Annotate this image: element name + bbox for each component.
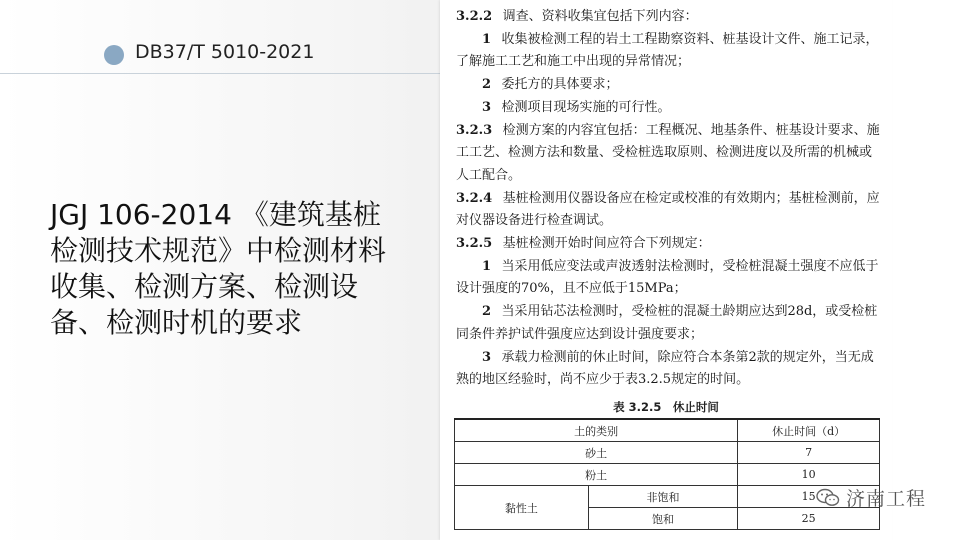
- clause-3-2-3: [456, 120, 882, 188]
- list-item: [456, 347, 882, 392]
- table-header-row: [455, 419, 880, 442]
- watermark: [816, 484, 926, 511]
- item-text: 承载力检测前的休止时间，除应符合本条第2款的规定外，当无成熟的地区经验时，尚不应少于表3.2.5规定的时间。: [456, 349, 874, 388]
- table-cell: 黏性土: [455, 486, 589, 530]
- clause-number: 3.2.2: [456, 9, 493, 24]
- item-text: 收集被检测工程的岩土工程勘察资料、桩基设计文件、施工记录，了解施工工艺和施工中出现的异常情况；: [456, 31, 879, 70]
- header-divider: [0, 73, 450, 74]
- header-bullet-dot: [104, 45, 124, 65]
- table-caption: 表 3.2.5 休止时间: [613, 400, 719, 414]
- item-number: 1: [482, 258, 492, 274]
- clause-3-2-2: [456, 6, 882, 29]
- rest-time-table: [454, 418, 880, 530]
- wechat-icon: [816, 488, 840, 508]
- clause-3-2-4: [456, 188, 882, 233]
- item-number: 2: [482, 304, 492, 320]
- list-item: [456, 29, 882, 74]
- clause-number: 3.2.4: [456, 190, 493, 206]
- table-cell: 砂土: [455, 442, 738, 464]
- clause-text: 调查、资料收集宜包括下列内容：: [502, 9, 698, 24]
- slide-title: JGJ 106-2014 《建筑基桩检测技术规范》中检测材料收集、检测方案、检测设备、检测时机的要求: [50, 198, 387, 339]
- watermark-text: 济南工程: [845, 488, 926, 510]
- table-cell: 10: [738, 464, 880, 486]
- clause-text: 检测方案的内容宜包括：工程概况、地基条件、桩基设计要求、施工工艺、检测方法和数量、受检桩选取原则、检测进度以及所需的机械或人工配合。: [456, 122, 880, 183]
- list-item: [456, 74, 882, 97]
- table-row: [455, 442, 880, 464]
- item-number: 3: [482, 349, 492, 365]
- table-header-cell: 土的类别: [455, 419, 738, 442]
- item-text: 当采用钻芯法检测时，受检桩的混凝土龄期应达到28d，或受检桩同条件养护试件强度应达到设计强度要求；: [456, 304, 878, 342]
- table-cell: 15: [738, 486, 880, 508]
- item-text: 当采用低应变法或声波透射法检测时，受检桩混凝土强度不应低于设计强度的70%，且不应低于15MPa；: [456, 258, 879, 297]
- document-code: DB37/T 5010-2021: [135, 41, 315, 63]
- table-cell: 粉土: [455, 464, 738, 486]
- item-number: 2: [482, 77, 492, 93]
- list-item: [456, 97, 882, 120]
- list-item: [456, 301, 882, 346]
- document-page-image: [440, 0, 892, 540]
- left-panel: [0, 0, 450, 540]
- table-cell: 非饱和: [588, 486, 738, 508]
- clause-3-2-5: [456, 233, 882, 256]
- table-cell: 7: [738, 442, 880, 464]
- table-cell: 25: [738, 508, 880, 530]
- list-item: [456, 256, 882, 301]
- clause-text: 基桩检测用仪器设备应在检定或校准的有效期内；基桩检测前，应对仪器设备进行检查调试。: [456, 190, 880, 229]
- table-cell: 饱和: [588, 508, 738, 530]
- clause-number: 3.2.5: [456, 236, 493, 252]
- item-text: 委托方的具体要求；: [501, 77, 619, 93]
- item-number: 3: [482, 99, 492, 115]
- clause-text: 基桩检测开始时间应符合下列规定：: [502, 236, 711, 252]
- table-row: [455, 464, 880, 486]
- document-text: [456, 6, 882, 392]
- table-header-cell: 休止时间（d）: [738, 419, 880, 442]
- item-number: 1: [482, 31, 492, 47]
- clause-number: 3.2.3: [456, 122, 493, 138]
- item-text: 检测项目现场实施的可行性。: [501, 99, 671, 115]
